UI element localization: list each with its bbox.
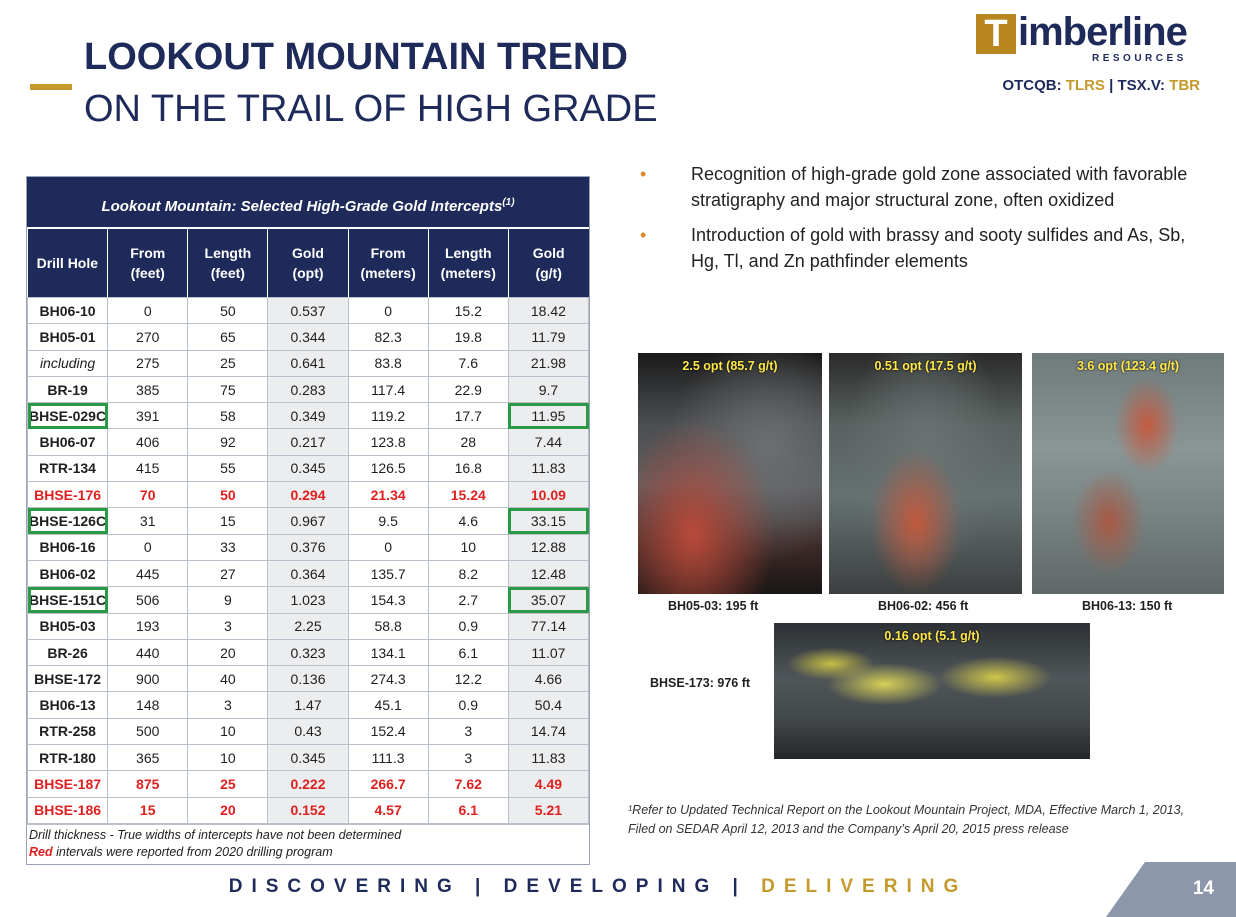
table-cell: 10	[188, 718, 268, 744]
column-header	[508, 229, 588, 298]
table-cell: 148	[108, 692, 188, 718]
table-cell: 55	[188, 455, 268, 481]
table-cell: 134.1	[348, 639, 428, 665]
table-cell: 0.344	[268, 324, 348, 350]
table-cell: 65	[188, 324, 268, 350]
table-cell: 11.95	[508, 403, 588, 429]
table-cell: 11.07	[508, 639, 588, 665]
drill-hole-cell: including	[28, 350, 108, 376]
column-header-unit: (g/t)	[535, 265, 562, 281]
table-row	[28, 587, 589, 613]
table-cell: 117.4	[348, 376, 428, 402]
photo-label: BH06-02: 456 ft	[878, 599, 969, 613]
logo-mark: T	[976, 14, 1016, 54]
table-cell: 0.222	[268, 771, 348, 797]
tagline-developing: DEVELOPING	[503, 876, 719, 897]
table-row	[28, 666, 589, 692]
table-cell: 500	[108, 718, 188, 744]
table-cell: 7.44	[508, 429, 588, 455]
table-cell: 0.345	[268, 455, 348, 481]
drill-hole-cell: BHSE-029C	[28, 403, 108, 429]
column-header-line: Length	[204, 245, 252, 261]
table-cell: 75	[188, 376, 268, 402]
table-cell: 21.98	[508, 350, 588, 376]
table-cell: 111.3	[348, 745, 428, 771]
bullet-dot-icon: •	[640, 225, 647, 245]
table-cell: 11.79	[508, 324, 588, 350]
table-cell: 0.43	[268, 718, 348, 744]
table-cell: 16.8	[428, 455, 508, 481]
table-cell: 0.345	[268, 745, 348, 771]
drill-hole-cell: BH06-02	[28, 560, 108, 586]
table-cell: 152.4	[348, 718, 428, 744]
table-row	[28, 560, 589, 586]
column-header-unit: (meters)	[440, 265, 496, 281]
core-photo-bh06-02	[829, 353, 1022, 594]
table-cell: 0.152	[268, 797, 348, 823]
note-thickness: Drill thickness - True widths of intercepts have not been determined	[29, 827, 402, 842]
table-cell: 15.2	[428, 298, 508, 324]
table-row	[28, 692, 589, 718]
table-cell: 82.3	[348, 324, 428, 350]
table-cell: 406	[108, 429, 188, 455]
tsx-label: TSX.V:	[1117, 77, 1165, 94]
table-cell: 20	[188, 639, 268, 665]
table-cell: 0.9	[428, 613, 508, 639]
drill-hole-cell: BH05-01	[28, 324, 108, 350]
table-title	[27, 177, 589, 229]
table-cell: 3	[428, 745, 508, 771]
column-header-line: From	[370, 245, 406, 261]
table-cell: 9.7	[508, 376, 588, 402]
photo-label: BH05-03: 195 ft	[668, 599, 759, 613]
table-cell: 27	[188, 560, 268, 586]
table-cell: 58.8	[348, 613, 428, 639]
table-cell: 0.537	[268, 298, 348, 324]
table-cell: 123.8	[348, 429, 428, 455]
core-photo-bh05-03	[638, 353, 822, 594]
table-row	[28, 508, 589, 534]
page-number: 14	[1192, 878, 1214, 899]
table-cell: 0.349	[268, 403, 348, 429]
drill-hole-cell: BR-26	[28, 639, 108, 665]
column-header-unit: (feet)	[210, 265, 245, 281]
table-row	[28, 771, 589, 797]
table-cell: 25	[188, 350, 268, 376]
table-notes	[27, 824, 589, 864]
table-cell: 875	[108, 771, 188, 797]
table-cell: 266.7	[348, 771, 428, 797]
column-header-unit: (feet)	[130, 265, 165, 281]
tagline-discovering: DISCOVERING	[228, 876, 461, 897]
drill-hole-cell: BHSE-187	[28, 771, 108, 797]
otc-value: TLRS	[1065, 77, 1105, 94]
table-cell: 0.323	[268, 639, 348, 665]
column-header	[268, 229, 348, 298]
bullet-item	[640, 162, 1200, 213]
table-cell: 20	[188, 797, 268, 823]
table-cell: 50	[188, 482, 268, 508]
table-cell: 8.2	[428, 560, 508, 586]
table-cell: 275	[108, 350, 188, 376]
footnote-line: ¹Refer to Updated Technical Report on the Lookout Mountain Project, MDA, Effective March 1, 2013,	[628, 803, 1185, 817]
table-cell: 7.62	[428, 771, 508, 797]
table-cell: 14.74	[508, 718, 588, 744]
table-cell: 0.967	[268, 508, 348, 534]
table-cell: 154.3	[348, 587, 428, 613]
table-row	[28, 350, 589, 376]
bullet-text: Introduction of gold with brassy and sooty sulfides and As, Sb, Hg, Tl, and Zn pathfinder elements	[691, 225, 1186, 271]
table-cell: 0.641	[268, 350, 348, 376]
table-cell: 4.6	[428, 508, 508, 534]
table-cell: 0.376	[268, 534, 348, 560]
column-header-line: Length	[444, 245, 492, 261]
table-cell: 19.8	[428, 324, 508, 350]
table-header-row	[28, 229, 589, 298]
table-cell: 9.5	[348, 508, 428, 534]
tsx-value: TBR	[1169, 77, 1200, 94]
table-cell: 0	[108, 534, 188, 560]
tagline-sep: |	[460, 876, 504, 897]
table-cell: 0.217	[268, 429, 348, 455]
table-cell: 50	[188, 298, 268, 324]
table-cell: 1.47	[268, 692, 348, 718]
table-cell: 12.88	[508, 534, 588, 560]
drill-hole-cell: RTR-180	[28, 745, 108, 771]
otc-label: OTCQB:	[1002, 77, 1062, 94]
logo-sub: RESOURCES	[1092, 53, 1187, 64]
table-cell: 33	[188, 534, 268, 560]
timberline-logo	[976, 8, 1208, 64]
table-cell: 391	[108, 403, 188, 429]
table-row	[28, 639, 589, 665]
ticker-symbols	[1002, 77, 1200, 94]
column-header	[348, 229, 428, 298]
bullet-list	[640, 162, 1200, 284]
table-cell: 900	[108, 666, 188, 692]
table-cell: 0	[108, 298, 188, 324]
photo-label: BHSE-173: 976 ft	[650, 676, 751, 690]
table-cell: 0.283	[268, 376, 348, 402]
table-cell: 92	[188, 429, 268, 455]
column-header-line: Gold	[532, 245, 565, 261]
table-row	[28, 797, 589, 823]
page-title: LOOKOUT MOUNTAIN TREND	[84, 36, 628, 78]
drill-hole-cell: BHSE-176	[28, 482, 108, 508]
tagline-sep: |	[718, 876, 762, 897]
table-cell: 119.2	[348, 403, 428, 429]
table-cell: 365	[108, 745, 188, 771]
table-cell: 440	[108, 639, 188, 665]
table-row	[28, 429, 589, 455]
table-row	[28, 482, 589, 508]
table-cell: 0.136	[268, 666, 348, 692]
table-cell: 33.15	[508, 508, 588, 534]
footnote	[628, 801, 1228, 839]
table-cell: 18.42	[508, 298, 588, 324]
table-title-sup: (1)	[502, 197, 515, 208]
logo-word: imberline	[1018, 10, 1187, 54]
drill-hole-cell: BHSE-151C	[28, 587, 108, 613]
drill-hole-cell: BH05-03	[28, 613, 108, 639]
table-cell: 28	[428, 429, 508, 455]
table-cell: 25	[188, 771, 268, 797]
table-cell: 4.66	[508, 666, 588, 692]
table-cell: 22.9	[428, 376, 508, 402]
page-subtitle: ON THE TRAIL OF HIGH GRADE	[84, 88, 658, 130]
table-cell: 40	[188, 666, 268, 692]
tagline-delivering: DELIVERING	[761, 876, 968, 897]
table-cell: 506	[108, 587, 188, 613]
drill-hole-cell: RTR-134	[28, 455, 108, 481]
table-cell: 445	[108, 560, 188, 586]
table-cell: 3	[428, 718, 508, 744]
table-cell: 0	[348, 534, 428, 560]
table-cell: 45.1	[348, 692, 428, 718]
table-cell: 70	[108, 482, 188, 508]
table-cell: 15	[108, 797, 188, 823]
note-red-word: Red	[29, 844, 53, 859]
table-cell: 4.57	[348, 797, 428, 823]
table-cell: 385	[108, 376, 188, 402]
accent-bar	[30, 84, 72, 90]
core-photo-bhse-173	[774, 623, 1090, 759]
note-red-rest: intervals were reported from 2020 drilling program	[52, 844, 333, 859]
table-cell: 11.83	[508, 455, 588, 481]
column-header-line: Drill Hole	[36, 255, 99, 271]
table-cell: 4.49	[508, 771, 588, 797]
table-cell: 3	[188, 692, 268, 718]
drill-hole-cell: BHSE-126C	[28, 508, 108, 534]
photo-caption: 0.51 opt (17.5 g/t)	[874, 359, 977, 373]
table-cell: 35.07	[508, 587, 588, 613]
drill-hole-cell: BR-19	[28, 376, 108, 402]
table-cell: 2.7	[428, 587, 508, 613]
table-title-text: Lookout Mountain: Selected High-Grade Gold Intercepts	[101, 198, 503, 215]
table-cell: 5.21	[508, 797, 588, 823]
table-body	[28, 298, 589, 824]
bullet-item	[640, 223, 1200, 274]
table-cell: 12.48	[508, 560, 588, 586]
table-cell: 135.7	[348, 560, 428, 586]
table-row	[28, 745, 589, 771]
table-cell: 10.09	[508, 482, 588, 508]
column-header-unit: (meters)	[360, 265, 416, 281]
column-header	[28, 229, 108, 298]
table-cell: 1.023	[268, 587, 348, 613]
photo-caption: 3.6 opt (123.4 g/t)	[1076, 359, 1180, 373]
column-header	[428, 229, 508, 298]
column-header-unit: (opt)	[292, 265, 324, 281]
table-cell: 415	[108, 455, 188, 481]
table-cell: 0	[348, 298, 428, 324]
table-cell: 10	[428, 534, 508, 560]
table-cell: 15.24	[428, 482, 508, 508]
drill-hole-cell: BH06-07	[28, 429, 108, 455]
table-row	[28, 324, 589, 350]
drill-hole-cell: RTR-258	[28, 718, 108, 744]
table-cell: 58	[188, 403, 268, 429]
note-red-intervals	[29, 844, 587, 861]
table-cell: 83.8	[348, 350, 428, 376]
table-cell: 77.14	[508, 613, 588, 639]
table-cell: 21.34	[348, 482, 428, 508]
table-cell: 6.1	[428, 797, 508, 823]
drill-hole-cell: BH06-13	[28, 692, 108, 718]
column-header	[108, 229, 188, 298]
photo-caption: 2.5 opt (85.7 g/t)	[682, 359, 778, 373]
bullet-dot-icon: •	[640, 164, 647, 184]
table-row	[28, 718, 589, 744]
table-cell: 0.294	[268, 482, 348, 508]
column-header	[188, 229, 268, 298]
table-cell: 126.5	[348, 455, 428, 481]
table-cell: 15	[188, 508, 268, 534]
table-cell: 50.4	[508, 692, 588, 718]
drill-hole-cell: BHSE-186	[28, 797, 108, 823]
table-cell: 11.83	[508, 745, 588, 771]
table-cell: 12.2	[428, 666, 508, 692]
table-cell: 0.364	[268, 560, 348, 586]
table-cell: 31	[108, 508, 188, 534]
table-cell: 274.3	[348, 666, 428, 692]
intercepts-table	[26, 176, 590, 865]
drill-hole-cell: BHSE-172	[28, 666, 108, 692]
table-row	[28, 534, 589, 560]
table-row	[28, 298, 589, 324]
drill-hole-cell: BH06-10	[28, 298, 108, 324]
table-cell: 6.1	[428, 639, 508, 665]
table-cell: 193	[108, 613, 188, 639]
table-cell: 7.6	[428, 350, 508, 376]
core-photo-bh06-13	[1032, 353, 1224, 594]
column-header-line: From	[130, 245, 166, 261]
table-row	[28, 613, 589, 639]
table-row	[28, 455, 589, 481]
footnote-line: Filed on SEDAR April 12, 2013 and the Company’s April 20, 2015 press release	[628, 822, 1069, 836]
table-row	[28, 376, 589, 402]
photo-label: BH06-13: 150 ft	[1082, 599, 1173, 613]
drill-hole-cell: BH06-16	[28, 534, 108, 560]
column-header-line: Gold	[292, 245, 324, 261]
tagline	[0, 876, 1196, 898]
table-cell: 10	[188, 745, 268, 771]
table-cell: 2.25	[268, 613, 348, 639]
ticker-separator: |	[1109, 77, 1114, 94]
page-corner	[1106, 862, 1236, 917]
table-cell: 0.9	[428, 692, 508, 718]
bullet-text: Recognition of high-grade gold zone associated with favorable stratigraphy and major structural zone, often oxidized	[691, 164, 1188, 210]
table-cell: 270	[108, 324, 188, 350]
table-cell: 17.7	[428, 403, 508, 429]
table-cell: 3	[188, 613, 268, 639]
photo-caption: 0.16 opt (5.1 g/t)	[884, 629, 980, 643]
table-row	[28, 403, 589, 429]
table-cell: 9	[188, 587, 268, 613]
